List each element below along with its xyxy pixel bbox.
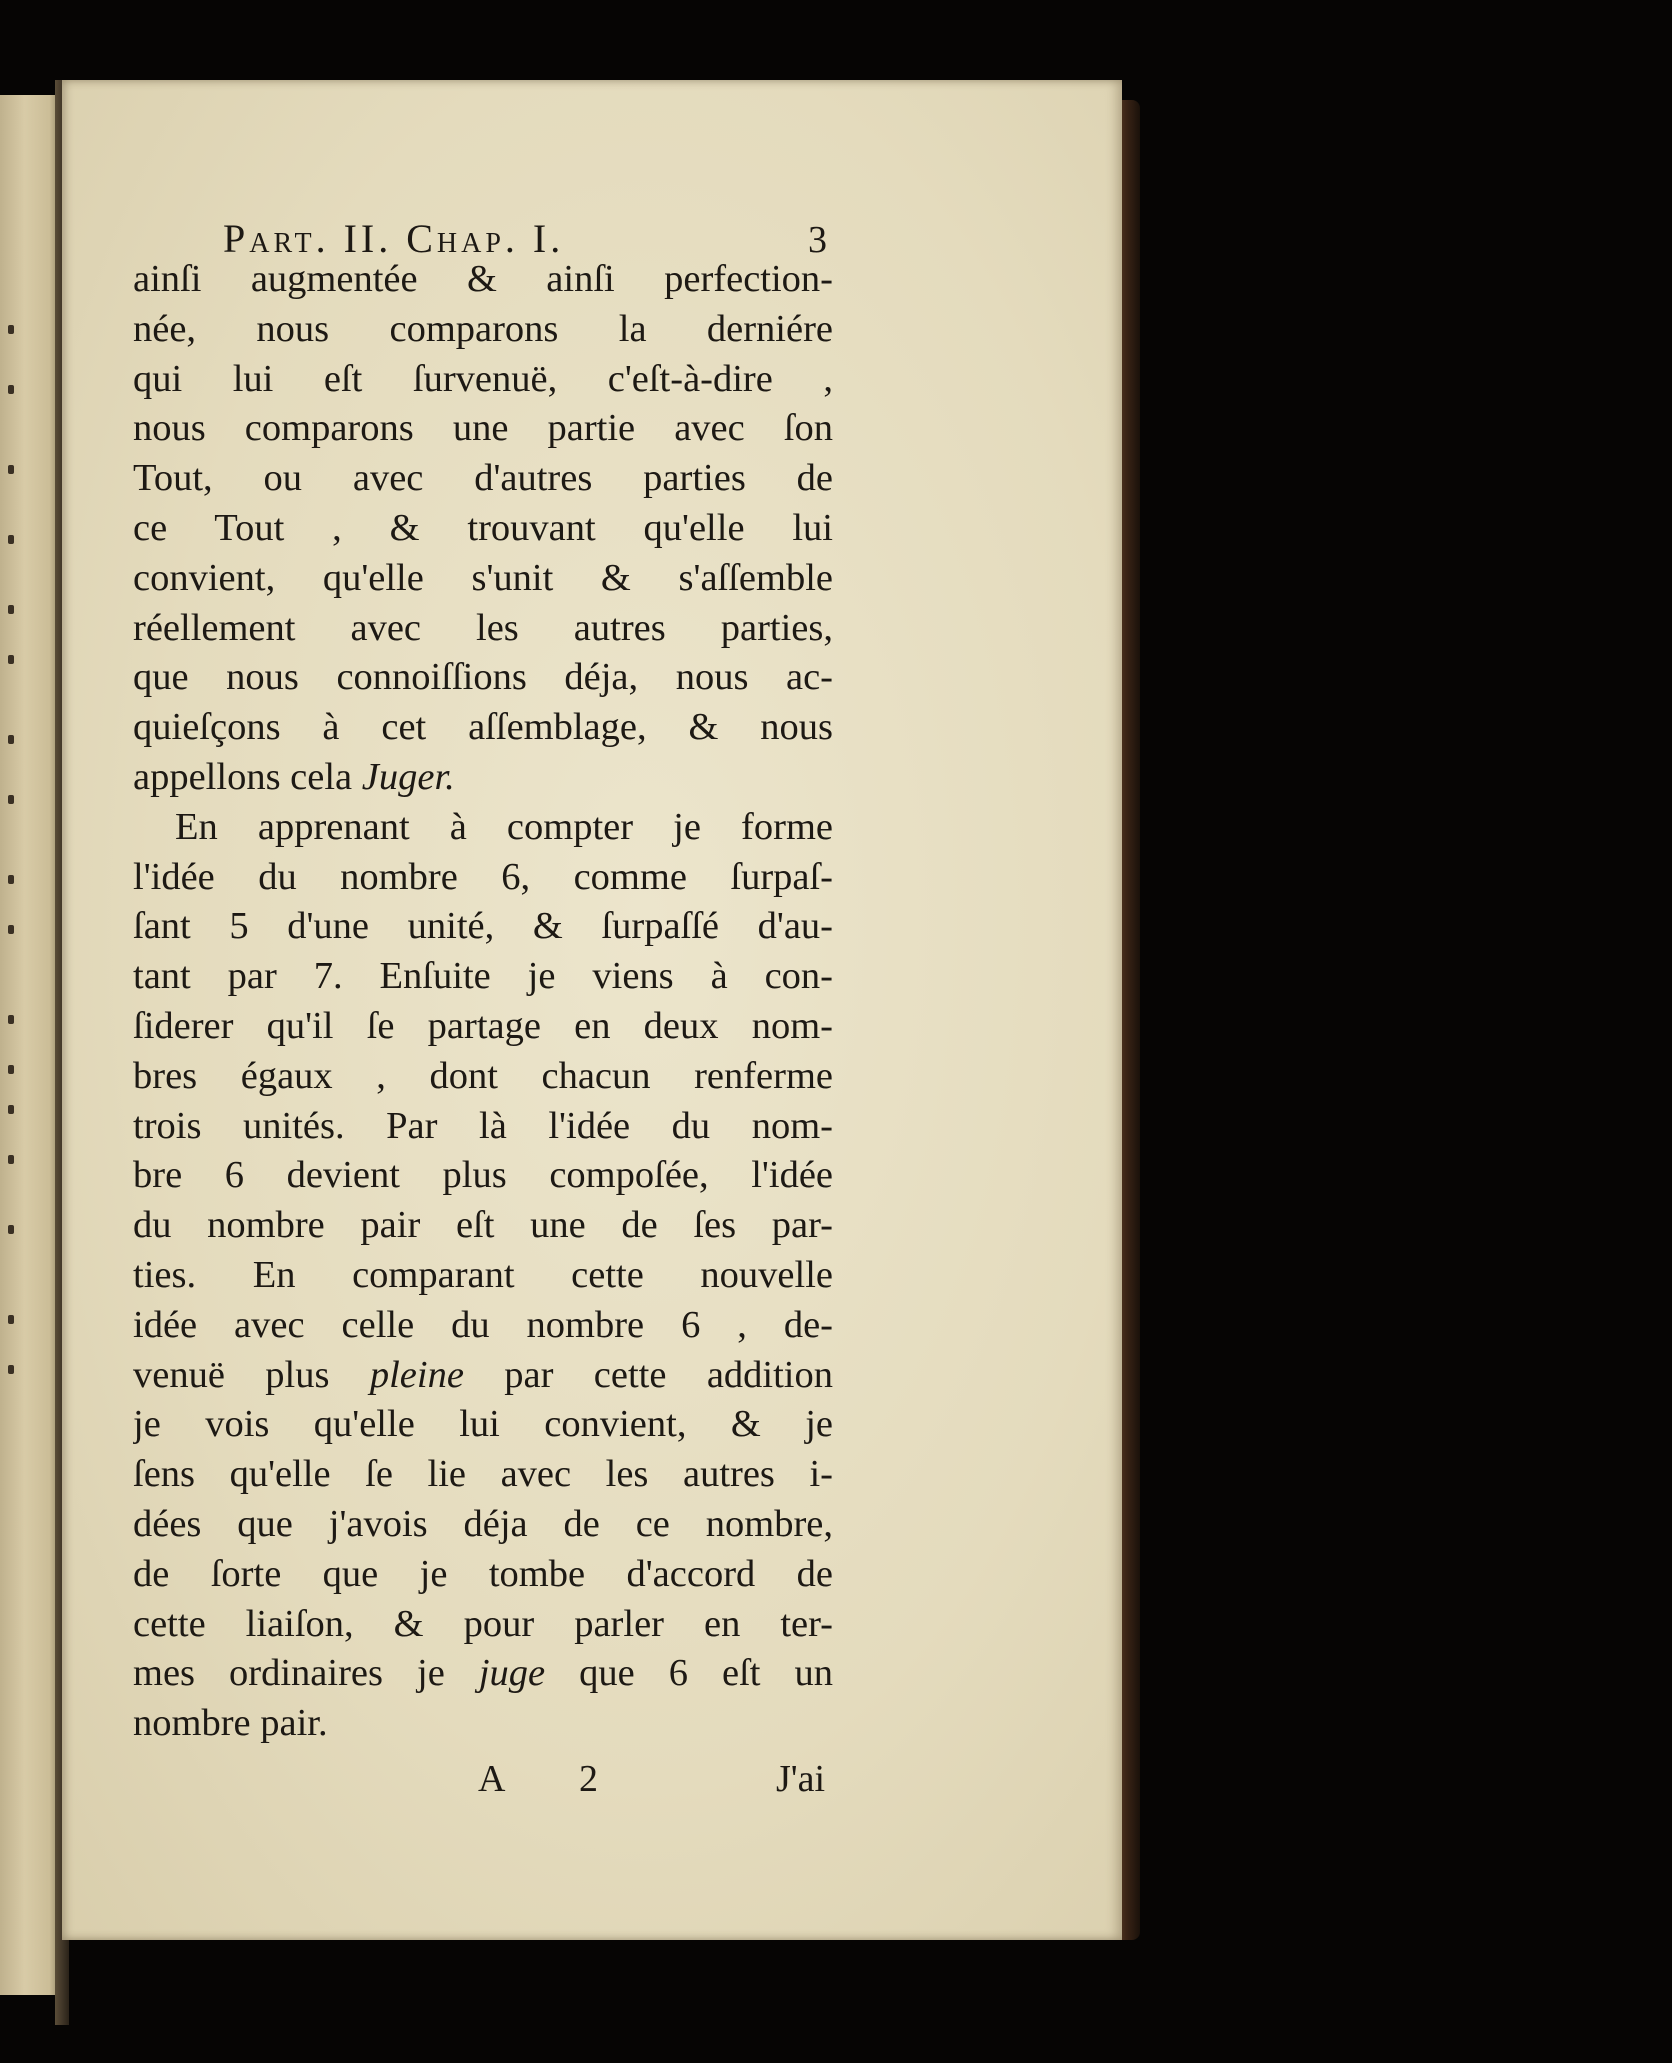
text-line <box>133 753 833 803</box>
text-line: du nombre pair eſt une de ſes par- <box>133 1204 833 1247</box>
text-fragment: appellons cela <box>133 755 362 798</box>
left-page-edge <box>0 95 62 1995</box>
text-line <box>133 1351 833 1401</box>
text-line: qui lui eſt ſurvenuë, c'eſt-à-dire , <box>133 357 833 400</box>
text-line: dées que j'avois déja de ce nombre, <box>133 1502 833 1545</box>
text-line: ce Tout , & trouvant qu'elle lui <box>133 506 833 549</box>
catchword: J'ai <box>775 1757 825 1800</box>
text-line: l'idée du nombre 6, comme ſurpaſ- <box>133 855 833 898</box>
text-fragment: que 6 eſt un <box>545 1652 833 1695</box>
paragraph-start-line: En apprenant à compter je forme <box>175 805 833 848</box>
running-title: Part. II. Chap. I. <box>223 216 565 261</box>
text-line: nombre pair. <box>133 1702 328 1745</box>
text-line: ſant 5 d'une unité, & ſurpaſſé d'au- <box>133 905 833 948</box>
text-line <box>133 1649 833 1699</box>
text-line: bres égaux , dont chacun renferme <box>133 1054 833 1097</box>
italic-word-pleine: pleine <box>369 1353 464 1396</box>
text-line: Tout, ou avec d'autres parties de <box>133 457 833 500</box>
text-line: quieſçons à cet aſſemblage, & nous <box>133 706 833 749</box>
signature-letter: A <box>478 1757 506 1800</box>
text-line: ties. En comparant cette nouvelle <box>133 1253 833 1296</box>
text-fragment: venuë plus <box>133 1353 370 1396</box>
text-fragment: mes ordinaires je <box>133 1652 479 1695</box>
italic-word-juger: Juger. <box>361 755 455 798</box>
text-line: cette liaiſon, & pour parler en ter- <box>133 1602 833 1645</box>
running-header <box>133 215 833 261</box>
text-line: idée avec celle du nombre 6 , de- <box>133 1303 833 1346</box>
text-line: de ſorte que je tombe d'accord de <box>133 1552 833 1595</box>
page-text <box>133 215 833 1809</box>
text-line: tant par 7. Enſuite je viens à con- <box>133 955 833 998</box>
text-line: réellement avec les autres parties, <box>133 606 833 649</box>
text-line: trois unités. Par là l'idée du nom- <box>133 1104 833 1147</box>
text-line: ſiderer qu'il ſe partage en deux nom- <box>133 1004 833 1047</box>
text-line: bre 6 devient plus compoſée, l'idée <box>133 1154 833 1197</box>
text-line: convient, qu'elle s'unit & s'aſſemble <box>133 556 833 599</box>
text-line: je vois qu'elle lui convient, & je <box>133 1403 833 1446</box>
signature-mark <box>478 1749 598 1809</box>
text-line: nous comparons une partie avec ſon <box>133 407 833 450</box>
text-line: ainſi augmentée & ainſi perfection- <box>133 258 833 300</box>
page-footer <box>133 1749 833 1809</box>
text-line: ſens qu'elle ſe lie avec les autres i- <box>133 1453 833 1496</box>
text-line: née, nous comparons la derniére <box>133 307 833 350</box>
text-line: que nous connoiſſions déja, nous ac- <box>133 656 833 699</box>
italic-word-juge: juge <box>478 1652 546 1695</box>
text-fragment: par cette addition <box>463 1353 833 1396</box>
page-number: 3 <box>808 219 827 261</box>
signature-number: 2 <box>579 1757 598 1800</box>
